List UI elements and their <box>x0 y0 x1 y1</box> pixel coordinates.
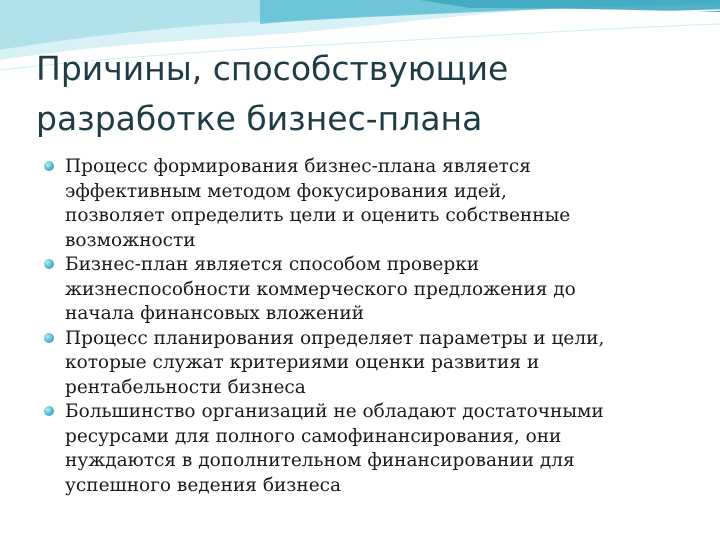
bullet-dot-icon <box>44 259 54 269</box>
bullet-line: рентабельности бизнеса <box>65 376 306 398</box>
bullet-item <box>44 155 694 253</box>
bullet-text <box>65 155 694 253</box>
bullet-line: Процесс формирования бизнес-плана является <box>65 156 531 177</box>
bullet-line: Большинство организаций не обладают достаточными <box>65 401 604 422</box>
bullet-line: успешного ведения бизнеса <box>65 474 342 496</box>
bullet-item <box>44 253 694 327</box>
bullet-dot-icon <box>44 406 54 416</box>
bullet-text <box>65 400 694 498</box>
bullet-line: ресурсами для полного самофинансирования, они <box>65 425 562 447</box>
bullet-line: Процесс планирования определяет параметры и цели, <box>65 327 605 349</box>
bullet-line: которые служат критериями оценки развития и <box>65 352 540 373</box>
slide-title-line: разработке бизнес-плана <box>36 99 483 138</box>
bullet-line: эффективным методом фокусирования идей, <box>65 180 507 202</box>
bullet-line: возможности <box>65 229 196 251</box>
bullet-text <box>65 253 694 327</box>
bullet-line: Бизнес-план является способом проверки <box>65 254 480 275</box>
bullet-dot-icon <box>44 161 54 171</box>
bullet-dot-icon <box>44 333 54 343</box>
bullet-text <box>65 327 694 401</box>
bullet-line: начала финансовых вложений <box>65 303 364 324</box>
bullet-list <box>44 155 694 498</box>
slide-title <box>36 44 676 144</box>
bullet-item <box>44 327 694 401</box>
bullet-line: позволяет определить цели и оценить собственные <box>65 205 571 226</box>
bullet-item <box>44 400 694 498</box>
bullet-line: нуждаются в дополнительном финансировании для <box>65 450 575 471</box>
bullet-line: жизнеспособности коммерческого предложения до <box>65 278 576 300</box>
slide-title-line: Причины, способствующие <box>36 49 509 88</box>
